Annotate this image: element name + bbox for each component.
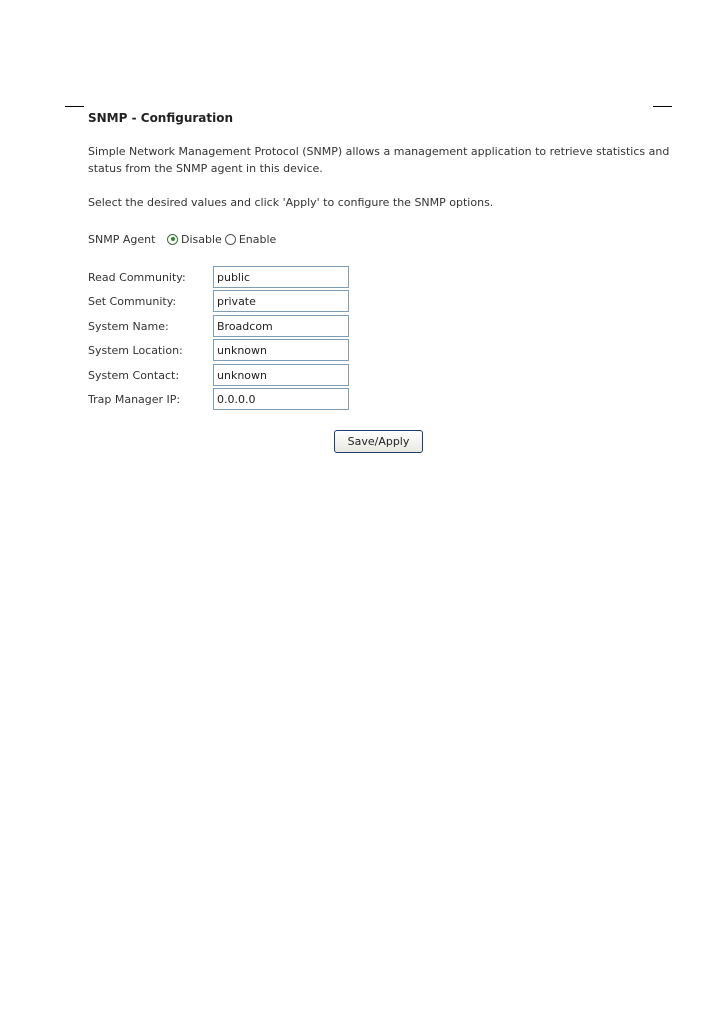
snmp-agent-label: SNMP Agent (88, 232, 156, 246)
system-name-row (88, 315, 349, 337)
crop-mark-left (65, 106, 84, 107)
read-community-input[interactable] (213, 266, 349, 288)
set-community-row (88, 290, 349, 312)
set-community-label: Set Community: (88, 294, 177, 308)
system-name-input[interactable] (213, 315, 349, 337)
enable-radio[interactable] (225, 234, 236, 245)
description-line-2: status from the SNMP agent in this device. (88, 162, 323, 175)
system-contact-input[interactable] (213, 364, 349, 386)
disable-radio-label[interactable]: Disable (181, 232, 222, 246)
system-location-input[interactable] (213, 339, 349, 361)
system-location-label: System Location: (88, 343, 183, 357)
page-title: SNMP - Configuration (88, 111, 234, 125)
read-community-label: Read Community: (88, 270, 186, 284)
system-location-row (88, 339, 349, 361)
trap-manager-ip-label: Trap Manager IP: (88, 392, 181, 406)
crop-mark-right (653, 106, 672, 107)
system-contact-row (88, 364, 349, 386)
read-community-row (88, 266, 349, 288)
snmp-agent-row (88, 230, 279, 248)
set-community-input[interactable] (213, 290, 349, 312)
enable-radio-label[interactable]: Enable (238, 232, 277, 246)
disable-radio[interactable] (167, 234, 178, 245)
trap-manager-ip-row (88, 388, 349, 410)
description-line-1: Simple Network Management Protocol (SNMP) allows a management application to retrieve statistics and (88, 145, 670, 158)
instruction-text: Select the desired values and click 'Apply' to configure the SNMP options. (88, 196, 494, 209)
trap-manager-ip-input[interactable] (213, 388, 349, 410)
save-apply-button[interactable]: Save/Apply (334, 430, 423, 453)
system-name-label: System Name: (88, 319, 169, 333)
system-contact-label: System Contact: (88, 368, 180, 382)
